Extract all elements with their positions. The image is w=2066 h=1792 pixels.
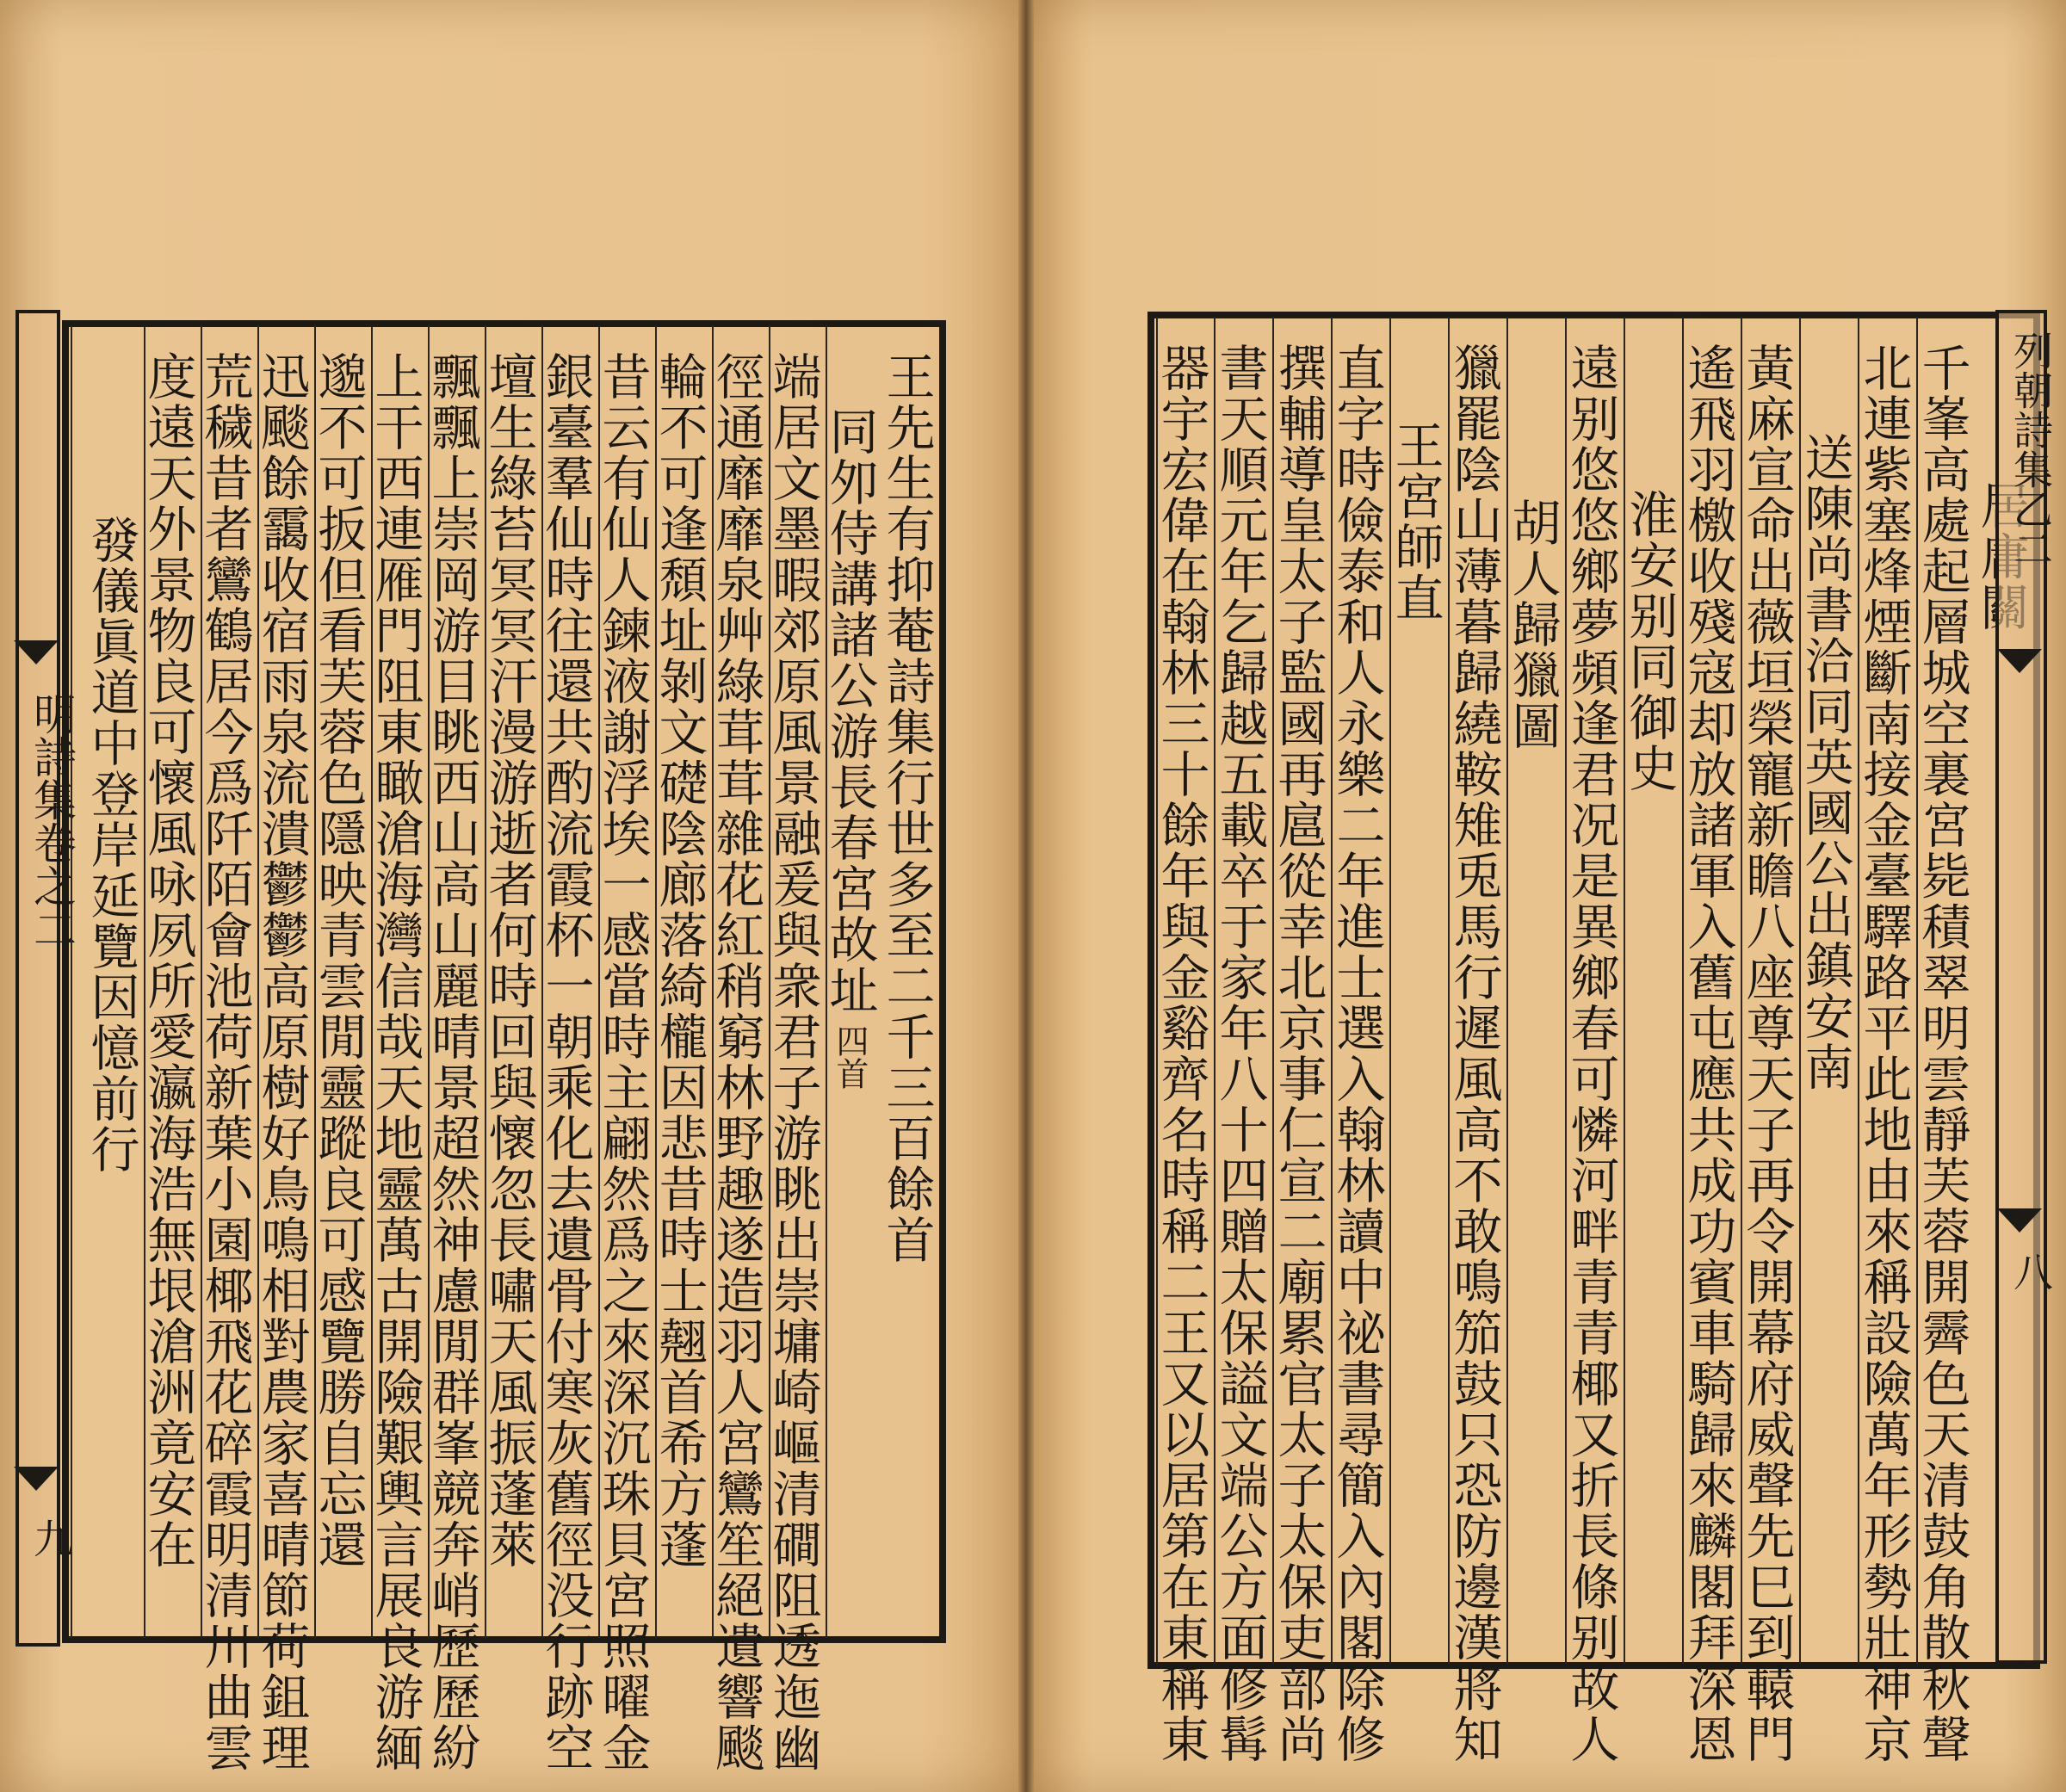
text-column: 昔云有仙人鍊液謝浮埃一感當時主翩然爲之來深沉珠貝宮照曜金 xyxy=(598,325,657,1638)
left-edge-folio: 九 xyxy=(28,1518,74,1558)
text-column: 北連紫塞烽煙斷南接金臺驛路平此地由來稱設險萬年形勢壯神京 xyxy=(1858,317,1918,1664)
right-edge-title: 列朝詩集乙二 xyxy=(2007,331,2054,568)
text-column: 器宇宏偉在翰林三十餘年與金谿齊名時稱二王又以居第在東稱東 xyxy=(1156,317,1215,1664)
text-column: 遙飛羽檄收殘寇却放諸軍入舊屯應共成功賓車騎歸來麟閣拜深恩 xyxy=(1682,317,1742,1664)
text-column: 遠别悠悠鄉夢頻逢君况是異鄉春可憐河畔青青椰又折長條别故人 xyxy=(1565,317,1625,1664)
text-column: 書天順元年乞歸越五載卒于家年八十四贈太保謚文端公方面修髯 xyxy=(1214,317,1274,1664)
right-page-edge-column xyxy=(1995,310,2054,1664)
poem-count-note: 四首 xyxy=(831,1024,869,1090)
fishtail-mark xyxy=(14,640,59,664)
text-column: 黃麻宣命出薇垣榮寵新瞻八座尊天子再令開幕府威聲先巳到轅門 xyxy=(1741,317,1801,1664)
text-column: 淮安别同御史 xyxy=(1624,317,1684,1664)
right-edge-folio: 八 xyxy=(2007,1251,2054,1291)
text-column: 壇生綠苔冥冥汗漫游逝者何時回與懷忽長嘯天風振蓬萊 xyxy=(485,325,543,1638)
text-column: 千峯高處起層城空裏宮毙積翠明雲靜芙蓉開霽色天清鼓角散秋聲 xyxy=(1916,317,1976,1664)
text-column: 王先生有抑菴詩集行世多至二千三百餘首 xyxy=(878,351,935,1265)
text-column: 獵罷陰山薄暮歸繞鞍雉兎馬行遲風高不敢鳴笳鼓只恐防邊漢將知 xyxy=(1448,317,1508,1664)
text-column: 上干西連雁門阻東瞰滄海灣信哉天地靈萬古開險艱輿言展良游緬 xyxy=(371,325,430,1638)
fishtail-mark xyxy=(1997,649,2042,673)
text-column: 飄飄上崇岡游目眺西山高山麗晴景超然神慮閒群峯競奔峭歷歷紛 xyxy=(428,325,486,1638)
text-column: 送陳尚書洽同英國公出鎮安南 xyxy=(1799,317,1859,1664)
left-edge-title: 明詩集卷之二 xyxy=(27,692,77,950)
text-column: 邈不可扳但看芙蓉色隱映青雲閒靈蹤良可感覽勝自忘還 xyxy=(314,325,373,1638)
text-column: 荒穢昔者鸞鶴居今爲阡陌會池荷新葉小園椰飛花碎霞明清川曲雲 xyxy=(201,325,259,1638)
fishtail-mark xyxy=(14,1467,59,1491)
text-column: 胡人歸獵圖 xyxy=(1506,317,1567,1664)
fishtail-mark xyxy=(1997,1208,2042,1233)
left-text-block xyxy=(62,320,946,1773)
text-column: 發儀眞道中登岸延覽因憶前行 xyxy=(71,325,145,1638)
text-column: 輪不可逢頹址剝文礎陰廊落綺櫳因悲昔時士翹首希方蓬 xyxy=(655,325,714,1638)
text-column: 王宮師直 xyxy=(1389,317,1450,1664)
left-page-edge-column xyxy=(15,310,77,1647)
column-text: 同夘侍講諸公游長春宮故址 xyxy=(821,406,878,1016)
right-text-block xyxy=(1147,312,2040,1764)
text-column: 徑通靡靡泉艸綠茸茸雜花紅稍窮林野趣遂造羽人宮鸞笙絕遺響颷 xyxy=(712,325,770,1638)
text-column: 度遠天外景物良可懷風咏夙所愛瀛海浩無垠滄洲竟安在 xyxy=(144,325,202,1638)
text-column: 銀臺羣仙時往還共酌流霞杯一朝乘化去遺骨付寒灰舊徑没行跡空 xyxy=(541,325,600,1638)
text-column: 端居文墨暇郊原風景融爰與衆君子游眺出崇墉崎嶇清磵阻透迤幽 xyxy=(769,325,827,1638)
text-column: 直字時儉泰和人永樂二年進士選入翰林讀中祕書尋簡入內閣除修 xyxy=(1331,317,1391,1664)
text-column: 迅颷餘靄收宿雨泉流潰鬱鬱高原樹好鳥鳴相對農家喜晴節荷鉏理 xyxy=(257,325,316,1638)
text-column xyxy=(821,325,884,1638)
book-gutter xyxy=(1018,0,1034,1792)
text-column: 撰輔導皇太子監國再扈從幸北京事仁宣二廟累官太子太保吏部尚 xyxy=(1272,317,1333,1664)
